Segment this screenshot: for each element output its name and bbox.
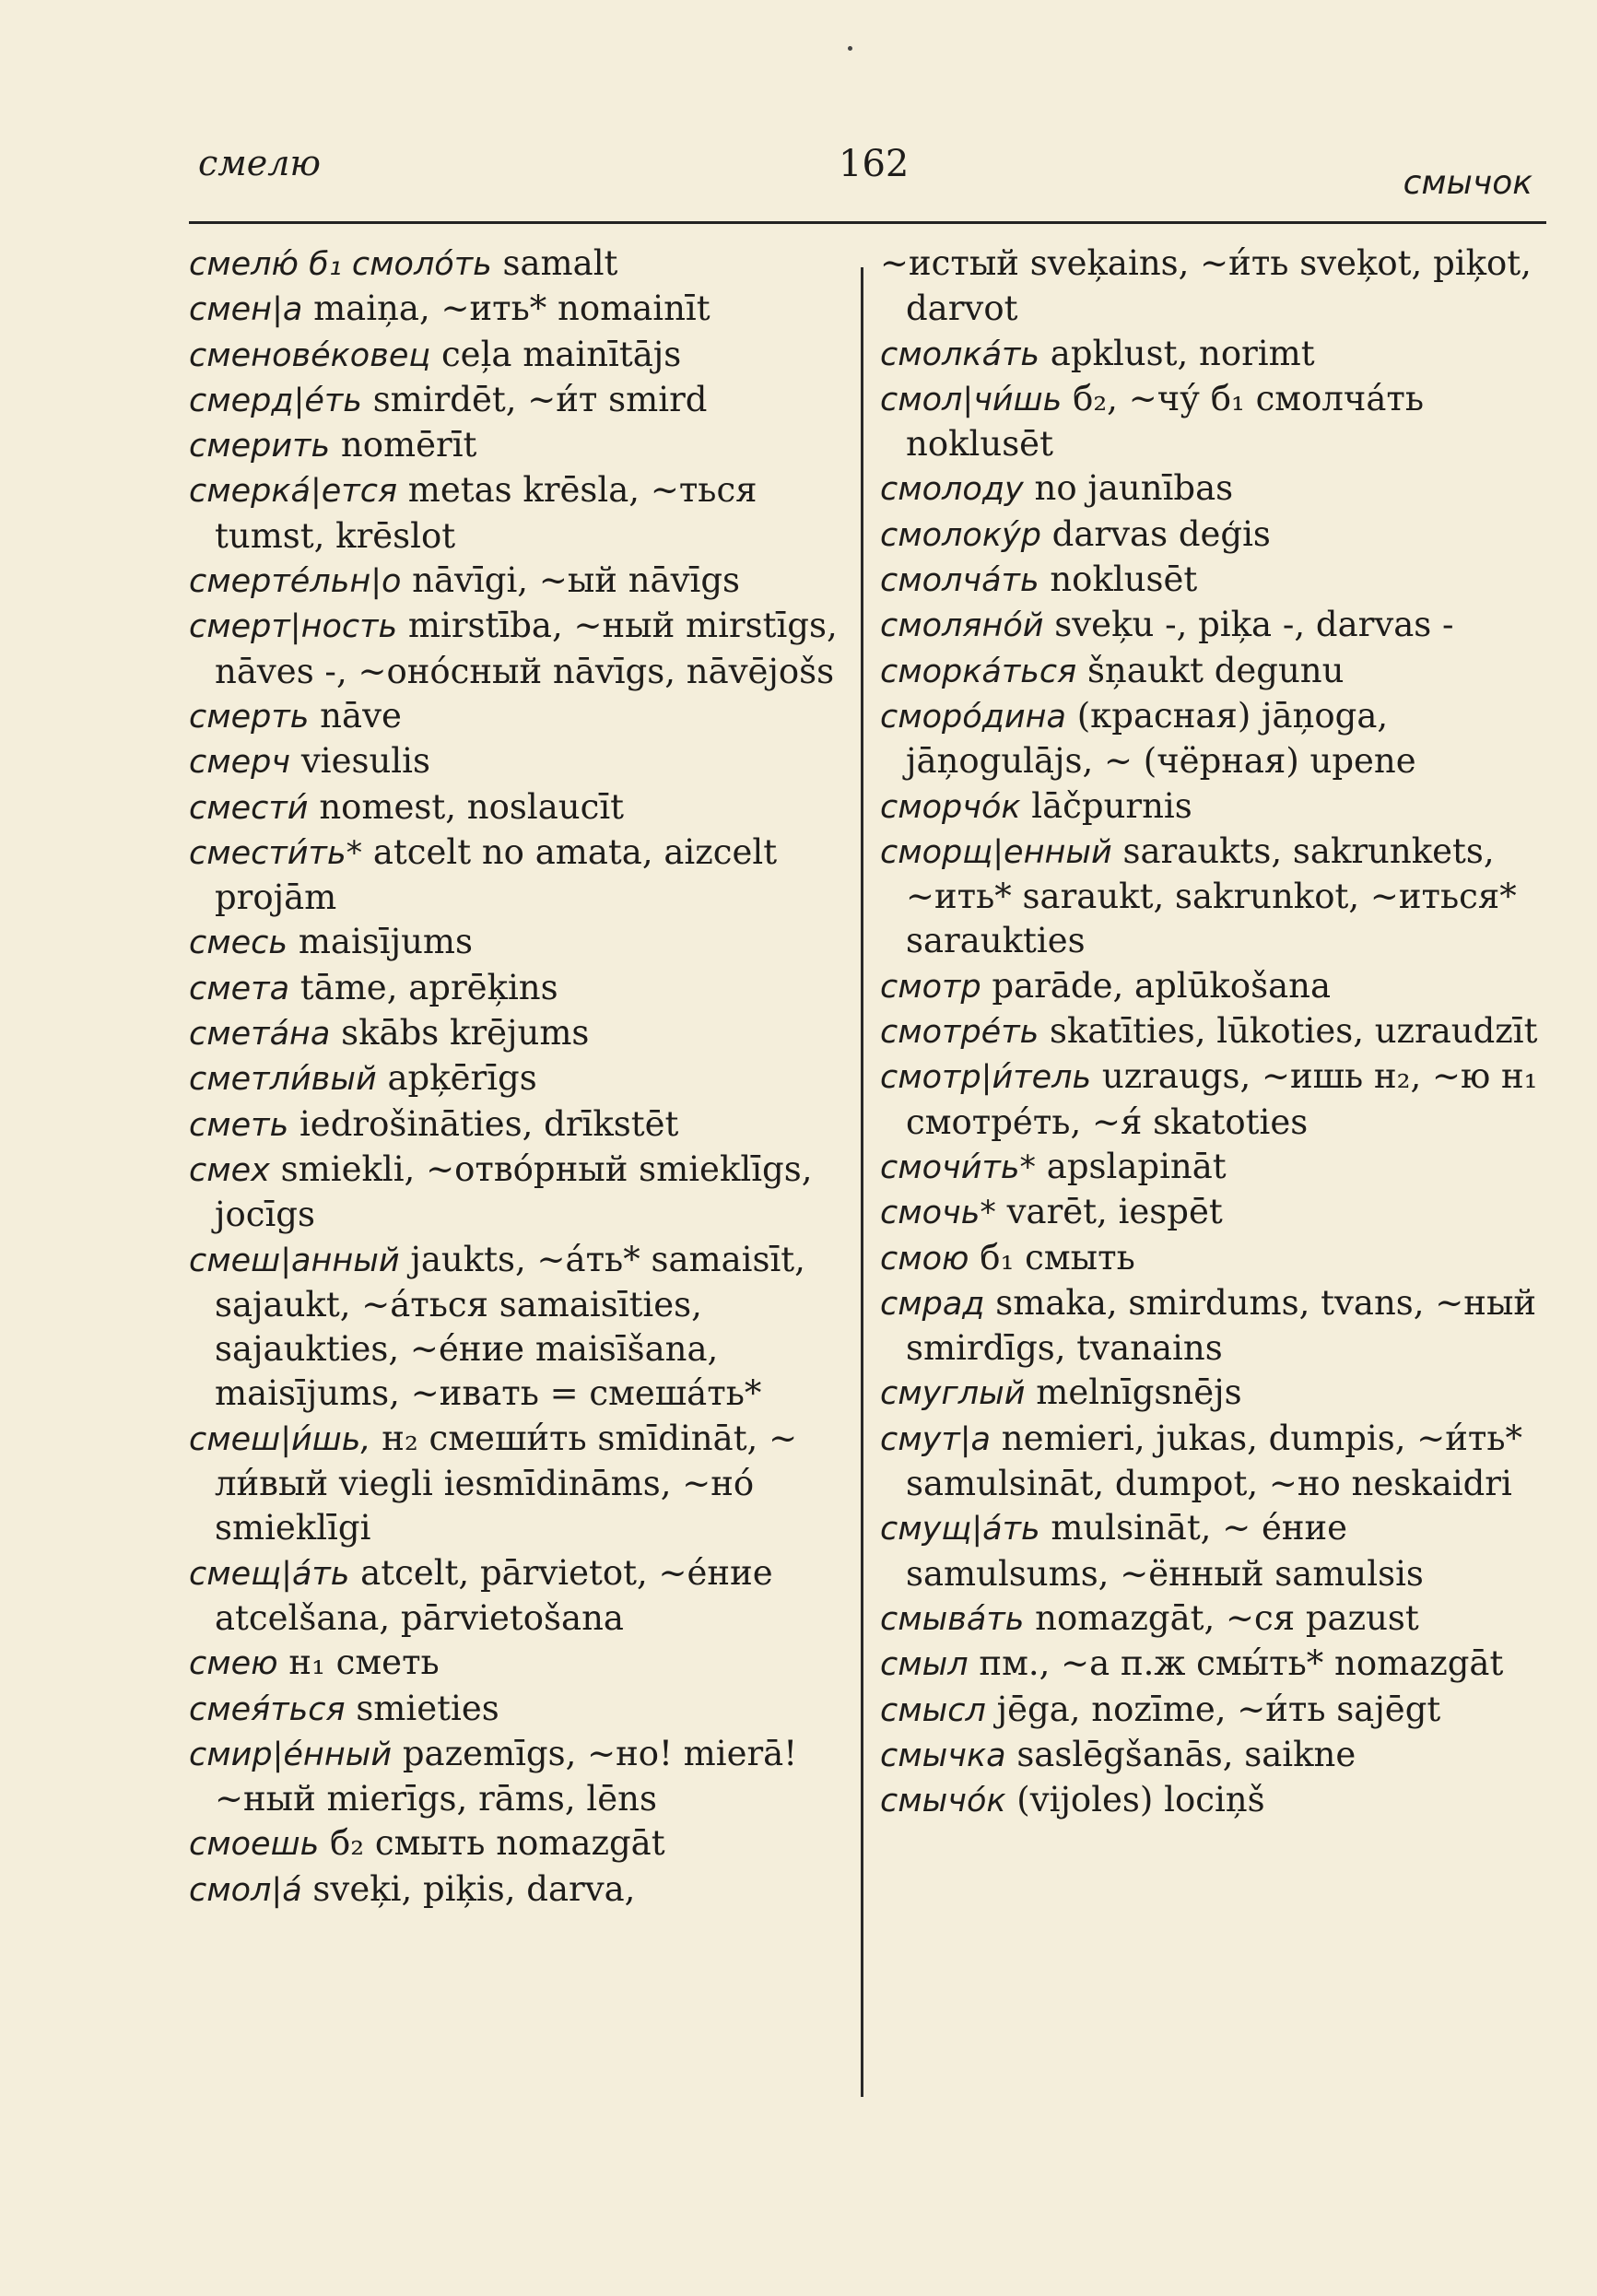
dictionary-entry — [880, 1009, 1542, 1054]
entry-translation: apklust, norimt — [1039, 333, 1315, 373]
dictionary-entry — [189, 694, 845, 739]
entry-translation: skatīties, lūkoties, uzraudzīt — [1039, 1011, 1538, 1052]
dictionary-entry — [880, 1281, 1542, 1372]
dictionary-entry — [189, 604, 845, 694]
entry-translation: sveķi, piķis, darva, — [301, 1868, 636, 1909]
entry-headword: смеш|и́шь, — [189, 1420, 371, 1458]
entry-headword: смея́ться — [189, 1690, 346, 1728]
dictionary-entry — [880, 1506, 1542, 1596]
dictionary-entry — [189, 1732, 845, 1822]
dictionary-entry — [189, 1011, 845, 1056]
entry-translation: varēt, iespēt — [995, 1192, 1223, 1232]
entry-headword: смочи́ть* — [880, 1148, 1037, 1186]
entry-translation: (красная) jāņoga, jāņogulājs, ~ (чёрная) upene — [906, 695, 1416, 782]
dictionary-entry — [880, 964, 1542, 1009]
dictionary-entry — [880, 1688, 1542, 1733]
dictionary-entry — [189, 1821, 845, 1866]
entry-headword: сморка́ться — [880, 653, 1077, 690]
entry-translation: ~истый sveķains, ~и́ть sveķot, piķot, darvot — [880, 243, 1532, 329]
left-guide-word: смелю — [198, 143, 321, 183]
entry-headword: смерить — [189, 428, 331, 465]
entry-headword: смотр — [880, 968, 981, 1006]
dictionary-entry — [189, 241, 845, 287]
entry-translation: lāčpurnis — [1020, 785, 1192, 826]
dictionary-entry — [880, 784, 1542, 830]
dictionary-entry — [189, 966, 845, 1011]
dictionary-entry — [189, 1551, 845, 1642]
entry-translation: atcelt, pārvietot, ~е́ние atcelšana, pārvietošana — [215, 1552, 773, 1638]
entry-translation: nāve — [309, 695, 402, 736]
dictionary-entry — [880, 241, 1542, 332]
entry-translation: noklusēt — [1039, 559, 1198, 600]
entry-translation: saraukts, sakrunkets, ~ить* saraukt, sakrunkot, ~иться* saraukties — [906, 830, 1517, 961]
dictionary-entry — [189, 1238, 845, 1417]
entry-translation: parāde, aplūkošana — [981, 965, 1332, 1006]
dictionary-entry — [189, 830, 845, 921]
entry-translation: nāvīgi, ~ый nāvīgs — [401, 560, 741, 601]
print-speck — [848, 46, 852, 51]
entry-headword: сморо́дина — [880, 698, 1066, 736]
entry-translation: apslapināt — [1036, 1146, 1227, 1186]
entry-headword: смыл — [880, 1646, 969, 1684]
dictionary-entry — [880, 1417, 1542, 1507]
entry-headword: смут|а — [880, 1420, 991, 1458]
dictionary-entry — [189, 1102, 845, 1148]
dictionary-entry — [880, 332, 1542, 377]
entry-headword: смочь* — [880, 1195, 996, 1232]
entry-translation: atcelt no amata, aizcelt projām — [215, 831, 778, 918]
entry-headword: сморчо́к — [880, 788, 1021, 826]
dictionary-entry — [189, 920, 845, 965]
entry-headword: смоешь — [189, 1826, 320, 1864]
entry-headword: смоляно́й — [880, 607, 1044, 645]
dictionary-entry — [880, 649, 1542, 694]
entry-headword: смолоду — [880, 471, 1024, 509]
dictionary-entry — [189, 1867, 845, 1913]
entry-translation: б₂ смыть nomazgāt — [319, 1823, 665, 1864]
entry-translation: skābs krējums — [330, 1013, 590, 1054]
dictionary-entry — [189, 378, 845, 423]
entry-headword: сметь — [189, 1106, 289, 1144]
entry-headword: смерть — [189, 698, 310, 736]
dictionary-entry — [880, 603, 1542, 648]
entry-headword: смещ|а́ть — [189, 1555, 350, 1593]
entry-headword: смерка́|ется — [189, 473, 397, 511]
page-header — [189, 138, 1542, 212]
entry-translation: nomazgāt, ~ся pazust — [1024, 1597, 1419, 1638]
entry-headword: смычка — [880, 1737, 1006, 1774]
entry-headword: сменове́ковец — [189, 336, 431, 374]
entry-headword: смерте́льн|о — [189, 563, 402, 601]
dictionary-entry — [880, 466, 1542, 512]
entry-translation: tāme, aprēķins — [289, 967, 558, 1007]
entry-translation: nomest, noslaucīt — [308, 786, 625, 827]
entry-headword: смерч — [189, 744, 291, 782]
entry-translation: no jaunības — [1023, 468, 1234, 509]
entry-headword: смысл — [880, 1691, 986, 1729]
entry-translation: samalt — [491, 243, 618, 283]
dictionary-entry — [880, 1733, 1542, 1778]
entry-headword: смею — [189, 1645, 278, 1683]
entry-translation: (vijoles) lociņš — [1005, 1780, 1265, 1820]
entry-headword: смолоку́р — [880, 516, 1041, 554]
entry-translation: smieties — [345, 1688, 499, 1728]
entry-headword: сморщ|енный — [880, 833, 1112, 871]
entry-headword: смерт|ность — [189, 608, 398, 646]
entry-translation: nomērīt — [330, 425, 477, 465]
entry-headword: смен|а — [189, 291, 303, 329]
entry-headword: смета́на — [189, 1016, 331, 1054]
dictionary-entry — [189, 333, 845, 378]
entry-headword: смрад — [880, 1285, 985, 1323]
entry-translation: smirdēt, ~и́т smird — [361, 379, 708, 419]
entry-translation: sveķu -, piķa -, darvas - — [1043, 605, 1454, 645]
dictionary-entry — [880, 830, 1542, 964]
entry-translation: maiņa, ~ить* nomainīt — [302, 288, 710, 329]
dictionary-entry — [880, 1371, 1542, 1416]
entry-headword: смесь — [189, 924, 288, 962]
dictionary-entry — [880, 1778, 1542, 1823]
entry-translation: б₁ смыть — [969, 1237, 1135, 1278]
entry-translation: viesulis — [290, 741, 430, 782]
dictionary-entry — [189, 1687, 845, 1732]
entry-headword: сметли́вый — [189, 1061, 377, 1099]
dictionary-entry — [880, 1145, 1542, 1190]
dictionary-entry — [189, 739, 845, 784]
entry-translation: maisījums — [288, 922, 473, 962]
dictionary-entry — [189, 1641, 845, 1686]
entry-headword: смол|чи́шь — [880, 381, 1063, 418]
entry-translation: б₂, ~чу́ б₁ смолча́ть noklusēt — [906, 378, 1424, 465]
entry-translation: mirstība, ~ный mirstīgs, nāves -, ~оно́сный nāvīgs, nāvējošs — [215, 606, 838, 691]
entry-translation: jēga, nozīme, ~и́ть sajēgt — [985, 1689, 1441, 1729]
entry-translation: iedrošināties, drīkstēt — [288, 1103, 679, 1144]
dictionary-entry — [189, 468, 845, 559]
dictionary-entry — [880, 1054, 1542, 1145]
entry-translation: pazemīgs, ~но! mierā! ~ный mierīgs, rāms, lēns — [215, 1733, 798, 1819]
dictionary-entry — [189, 1417, 845, 1551]
entry-headword: смерд|е́ть — [189, 382, 362, 419]
entry-headword: смолка́ть — [880, 336, 1040, 373]
entry-translation: darvas deģis — [1040, 513, 1271, 554]
entry-translation: melnīgsnējs — [1025, 1372, 1242, 1413]
entry-translation: н₂ смеши́ть smīdināt, ~ ли́вый viegli iesmīdināms, ~но́ smieklīgi — [215, 1418, 798, 1548]
dictionary-entry — [880, 558, 1542, 603]
entry-headword: смыва́ть — [880, 1600, 1025, 1638]
dictionary-entry — [189, 559, 845, 604]
entry-headword: смех — [189, 1151, 270, 1189]
dictionary-entry — [880, 1190, 1542, 1235]
entry-headword: смести́ть* — [189, 834, 363, 872]
dictionary-entry — [189, 1056, 845, 1101]
entry-translation: šņaukt degunu — [1076, 650, 1345, 690]
column-divider — [861, 267, 863, 2097]
left-column — [189, 241, 845, 1913]
entry-translation: saslēgšanās, saikne — [1005, 1734, 1356, 1774]
entry-headword: смир|е́нный — [189, 1736, 393, 1773]
dictionary-entry — [189, 287, 845, 332]
dictionary-entry — [880, 694, 1542, 784]
entry-translation: ceļa mainītājs — [430, 334, 682, 374]
entry-translation: smaka, smirdums, tvans, ~ный smirdīgs, tvanains — [906, 1282, 1537, 1369]
dictionary-entry — [880, 377, 1542, 467]
entry-translation: н₁ сметь — [277, 1643, 440, 1683]
dictionary-entry — [880, 1596, 1542, 1642]
right-column — [880, 241, 1542, 1823]
dictionary-entry — [880, 512, 1542, 558]
entry-headword: смотр|и́тель — [880, 1059, 1092, 1097]
dictionary-entry — [189, 423, 845, 468]
entry-headword: смущ|а́ть — [880, 1511, 1040, 1548]
dictionary-entry — [189, 785, 845, 830]
entry-translation: apķērīgs — [376, 1058, 537, 1099]
dictionary-entry — [880, 1642, 1542, 1687]
entry-translation: smiekli, ~отво́рный smieklīgs, jocīgs — [215, 1148, 813, 1235]
dictionary-entry — [189, 1148, 845, 1238]
entry-headword: смуглый — [880, 1375, 1026, 1413]
entry-headword: смеш|анный — [189, 1242, 400, 1279]
entry-translation: пм., ~а п.ж смы́ть* nomazgāt — [968, 1643, 1504, 1684]
page-number: 162 — [839, 143, 910, 185]
entry-headword: смол|а́ — [189, 1871, 302, 1909]
entry-headword: смолча́ть — [880, 562, 1039, 600]
entry-headword: смычо́к — [880, 1783, 1006, 1820]
entry-headword: смотре́ть — [880, 1014, 1039, 1052]
entry-headword: смою — [880, 1240, 969, 1278]
entry-headword: смести́ — [189, 789, 309, 827]
entry-translation: metas krēsla, ~ться tumst, krēslot — [215, 470, 757, 556]
entry-translation: mulsināt, ~ е́ние samulsums, ~ённый samulsis — [906, 1508, 1424, 1594]
right-guide-word: смычок — [1403, 164, 1532, 202]
entry-translation: jaukts, ~а́ть* samaisīt, sajaukt, ~а́ться samaisīties, sajaukties, ~е́ние maisīšana, maisījums, ~ивать = смеша́ть* — [215, 1239, 805, 1414]
header-rule — [189, 221, 1546, 224]
entry-translation: uzraugs, ~ишь н₂, ~ю н₁ смотре́ть, ~я́ skatoties — [906, 1056, 1538, 1142]
entry-headword: смелю́ б₁ смоло́ть — [189, 246, 492, 283]
entry-headword: смета — [189, 970, 290, 1007]
entry-translation: nemieri, jukas, dumpis, ~и́ть* samulsināt, dumpot, ~но neskaidri — [906, 1418, 1523, 1504]
dictionary-entry — [880, 1236, 1542, 1281]
